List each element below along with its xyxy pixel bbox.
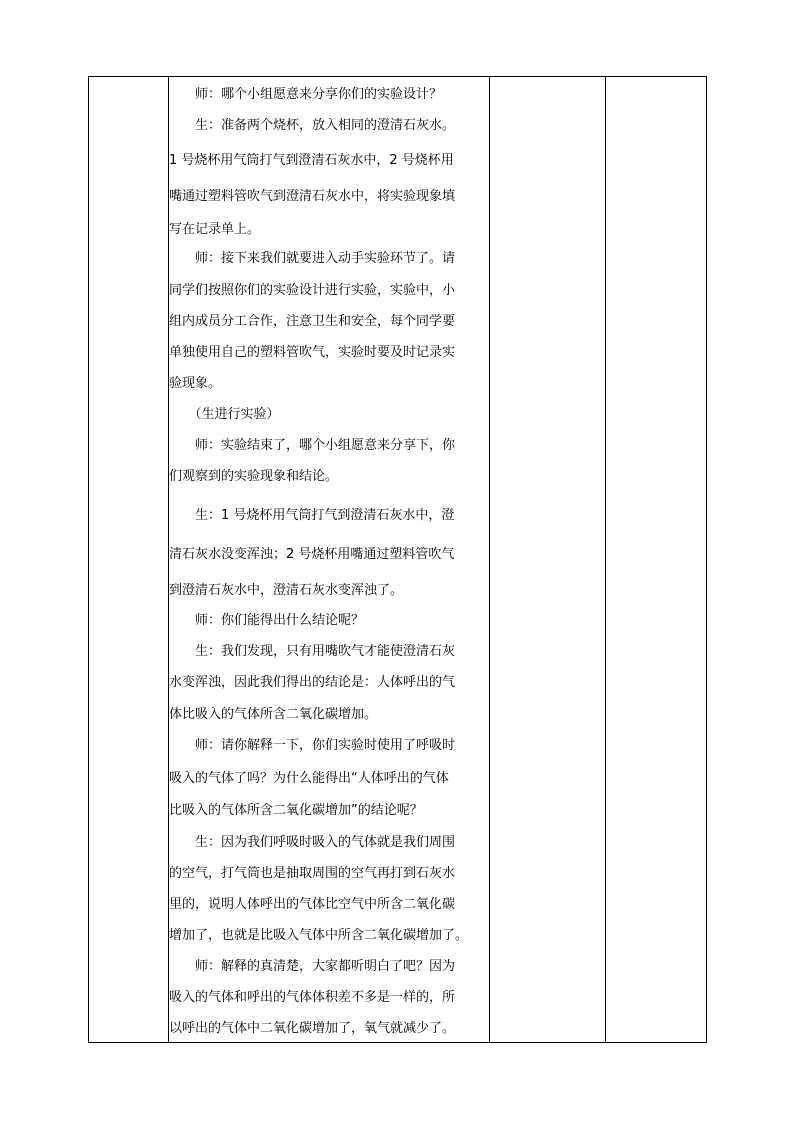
text-line: 以呼出的气体中二氧化碳增加了，氧气就减少了。: [169, 1021, 456, 1036]
text-line: 师：解释的真清楚，大家都听明白了吧？因为: [169, 959, 456, 974]
text-line: 吸入的气体了吗？为什么能得出“人体呼出的气体: [169, 771, 449, 786]
text-line: 生：我们发现，只有用嘴吹气才能使澄清石灰: [169, 644, 456, 659]
text-line: 增加了，也就是比吸入气体中所含二氧化碳增加了。: [169, 928, 469, 943]
text-line: 体比吸入的气体所含二氧化碳增加。: [169, 707, 378, 722]
text-line: 师：接下来我们就要进入动手实验环节了。请: [169, 251, 456, 266]
text-line: 同学们按照你们的实验设计进行实验，实验中，小: [169, 283, 456, 298]
text-line: 吸入的气体和呼出的气体体积差不多是一样的，所: [169, 990, 456, 1005]
text-line: 1 号烧杯用气筒打气到澄清石灰水中，2 号烧杯用: [169, 153, 454, 168]
lesson-table: [88, 76, 707, 1043]
text-line: 到澄清石灰水中，澄清石灰水变浑浊了。: [169, 583, 404, 598]
text-line: 写在记录单上。: [169, 222, 261, 237]
column-divider: [489, 77, 490, 1042]
text-line: 师：请你解释一下，你们实验时使用了呼吸时: [169, 738, 456, 753]
text-line: 比吸入的气体所含二氧化碳增加”的结论呢？: [169, 803, 423, 818]
text-line: 清石灰水没变浑浊；2 号烧杯用嘴通过塑料管吹气: [169, 547, 455, 562]
column-divider: [605, 77, 606, 1042]
text-line: 水变浑浊，因此我们得出的结论是：人体呼出的气: [169, 675, 456, 690]
text-line: 师：实验结束了，哪个小组愿意来分享下，你: [169, 438, 456, 453]
text-line: 师：你们能得出什么结论呢？: [169, 613, 365, 628]
text-line: 生：因为我们呼吸时吸入的气体就是我们周围: [169, 835, 456, 850]
text-line: 单独使用自己的塑料管吹气，实验时要及时记录实: [169, 345, 456, 360]
text-line: 的空气，打气筒也是抽取周围的空气再打到石灰水: [169, 866, 456, 881]
text-line: 生：准备两个烧杯，放入相同的澄清石灰水。: [169, 118, 456, 133]
text-line: （生进行实验）: [169, 407, 280, 422]
text-line: 组内成员分工合作，注意卫生和安全，每个同学要: [169, 314, 456, 329]
text-line: 里的，说明人体呼出的气体比空气中所含二氧化碳: [169, 897, 456, 912]
text-line: 嘴通过塑料管吹气到澄清石灰水中，将实验现象填: [169, 189, 456, 204]
text-line: 生：1 号烧杯用气筒打气到澄清石灰水中，澄: [169, 508, 455, 523]
text-line: 师：哪个小组愿意来分享你们的实验设计？: [169, 87, 443, 102]
text-line: 们观察到的实验现象和结论。: [169, 469, 339, 484]
text-line: 验现象。: [169, 376, 222, 391]
